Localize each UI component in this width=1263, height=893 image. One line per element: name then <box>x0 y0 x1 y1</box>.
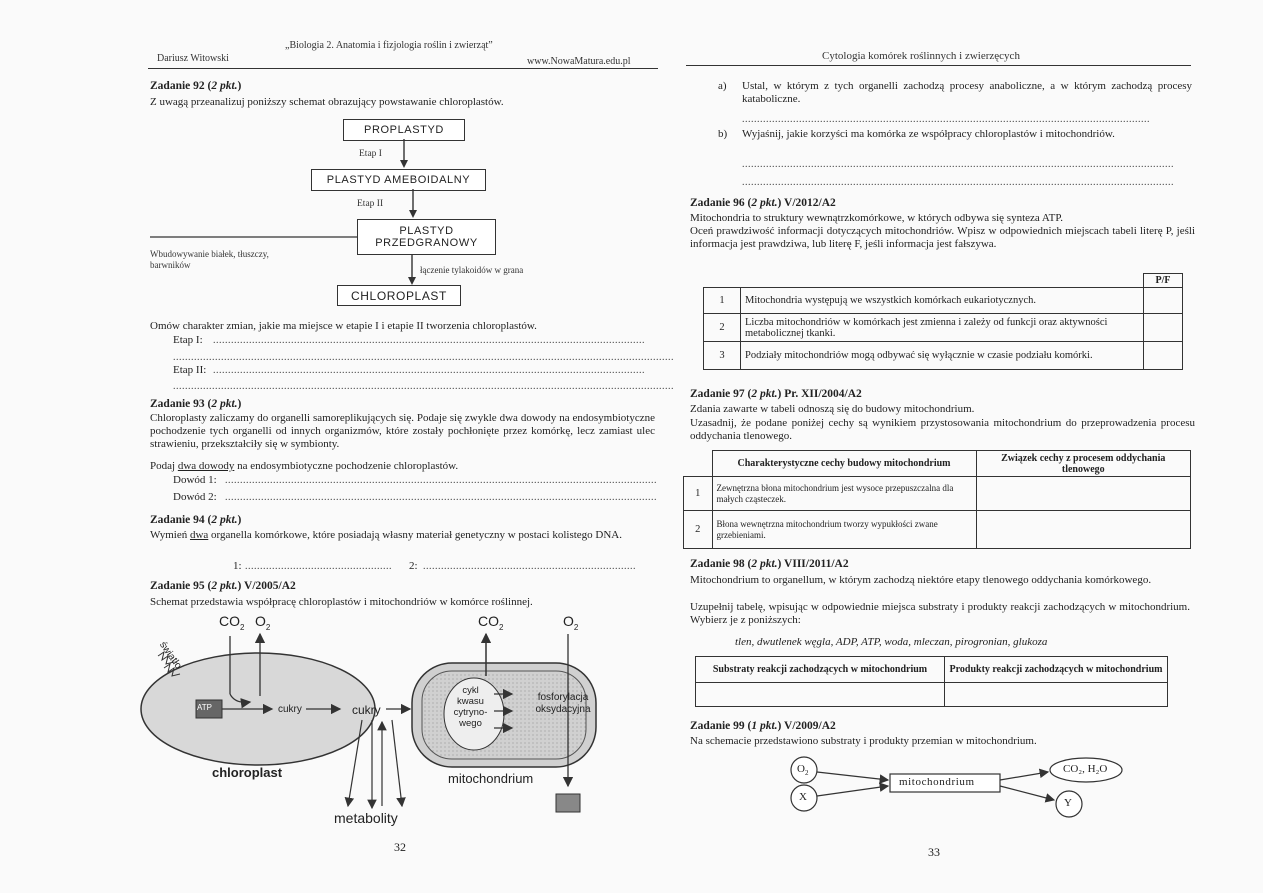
mitochondrium-node: mitochondrium <box>899 776 975 788</box>
task-98-title: Zadanie 98 (2 pkt.) VIII/2011/A2 <box>690 558 849 570</box>
task-93-text: Chloroplasty zaliczamy do organelli samoreplikujących się. Podaje się zwykle dwa dowody na endosymbiotyczne pochodzenie tych organelli od innych organizmów, które zostały pochłonięte przez komórkę, lecz zamiast ulec strawieniu, przekształciły się w symbionty. <box>150 412 655 450</box>
page-number-left: 32 <box>394 840 406 854</box>
pf-answer-cell[interactable] <box>1144 314 1183 342</box>
table-row <box>704 342 1183 370</box>
organelle-1-answer-line[interactable]: ................................................. <box>245 561 392 572</box>
proof-1-answer-line[interactable]: ................................................................................................................................................ <box>225 475 657 486</box>
metabolites-caption: metabolity <box>334 810 398 826</box>
light-label: światło <box>157 639 184 672</box>
o2-node: $O_2$ <box>797 763 809 778</box>
task-98-options: tlen, dwutlenek węgla, ADP, ATP, woda, mleczan, pirogronian, glukoza <box>735 636 1048 648</box>
stage-1-answer-line-2[interactable]: ....................................................................................................................................................................... <box>173 352 674 363</box>
row-number: 2 <box>704 314 741 342</box>
website-url: www.NowaMatura.edu.pl <box>527 56 631 67</box>
substrates-header: Substraty reakcji zachodzących w mitochondrium <box>696 657 945 683</box>
task-98-text-1: Mitochondrium to organellum, w którym zachodzą niektóre etapy tlenowego oddychania komórkowego. <box>690 574 1152 586</box>
chloroplast-mitochondrium-diagram <box>140 606 620 836</box>
proof-2-answer-line[interactable]: ................................................................................................................................................ <box>225 492 657 503</box>
row-number: 2 <box>684 511 713 549</box>
co2-h2o-node: CO₂, H₂O <box>1063 763 1108 775</box>
task-96-table <box>703 273 1183 370</box>
o2-mitochondrium-label: $O_2$ <box>563 613 579 632</box>
table-row <box>704 314 1183 342</box>
table-row <box>684 477 1191 511</box>
proof-2-label: Dowód 2: <box>173 491 217 503</box>
task-97-text-1: Zdania zawarte w tabeli odnoszą się do budowy mitochondrium. <box>690 403 975 415</box>
products-header: Produkty reakcji zachodzących w mitochondrium <box>945 657 1168 683</box>
pf-header: P/F <box>1144 274 1183 288</box>
atp-label: ATP <box>197 703 212 712</box>
table-row <box>696 683 1168 707</box>
organelle-2-label: 2: <box>409 560 418 572</box>
task-98-text-2: Uzupełnij tabelę, wpisując w odpowiednie miejsca substraty i produkty reakcji zachodzących w mitochondrium. Wybierz je z poniższych: <box>690 601 1190 626</box>
task-92-intro: Z uwagą przeanalizuj poniższy schemat obrazujący powstawanie chloroplastów. <box>150 96 504 108</box>
table-row <box>704 288 1183 314</box>
task-97-title: Zadanie 97 (2 pkt.) Pr. XII/2004/A2 <box>690 388 862 400</box>
q95b-label: b) <box>718 128 728 140</box>
q95b-text: Wyjaśnij, jakie korzyści ma komórka ze współpracy chloroplastów i mitochondriów. <box>742 128 1115 140</box>
task-92-question: Omów charakter zmian, jakie ma miejsce w etapie I i etapie II tworzenia chloroplastów. <box>150 320 537 332</box>
page-number-right: 33 <box>928 845 940 859</box>
relation-header: Związek cechy z procesem oddychania tlenowego <box>976 451 1191 477</box>
q95b-answer-line-2[interactable]: ................................................................................................................................................ <box>742 177 1174 188</box>
task-95-title: Zadanie 95 (2 pkt.) V/2005/A2 <box>150 580 296 592</box>
stage-1-label: Etap I <box>359 149 382 159</box>
task-96-text-2: Oceń prawdziwość informacji dotyczących mitochondriów. Wpisz w odpowiednich miejscach tabeli literę P, jeśli informacja jest prawdziwa, lub literę F, jeśli informacja jest fałszywa. <box>690 225 1196 250</box>
task-98-table <box>695 656 1168 707</box>
proof-1-label: Dowód 1: <box>173 474 217 486</box>
table-row <box>684 511 1191 549</box>
pf-answer-cell[interactable] <box>1144 288 1183 314</box>
co2-chloroplast-label: $CO_2$ <box>219 613 245 632</box>
chloroplast-caption: chloroplast <box>212 765 283 780</box>
thylakoid-label: łączenie tylakoidów w grana <box>420 265 524 275</box>
task-97-text-2: Uzasadnij, że podane poniżej cechy są wynikiem przystosowania mitochondrium do przeprowadzenia procesu oddychania tlenowego. <box>690 417 1195 442</box>
sugars-chloroplast-label: cukry <box>278 704 302 715</box>
row-number: 3 <box>704 342 741 370</box>
task-93-question: Podaj dwa dowody na endosymbiotyczne pochodzenie chloroplastów. <box>150 460 459 472</box>
book-title: „Biologia 2. Anatomia i fizjologia roślin i zwierząt” <box>285 40 493 51</box>
co2-mitochondrium-label: $CO_2$ <box>478 613 504 632</box>
task-94-title: Zadanie 94 (2 pkt.) <box>150 514 242 526</box>
stage-1-answer-label: Etap I: <box>173 334 203 346</box>
substrates-answer-cell[interactable] <box>696 683 945 707</box>
q95a-answer-line[interactable]: ........................................................................................................................................ <box>742 114 1150 125</box>
q95a-label: a) <box>718 80 727 92</box>
row-feature: Błona wewnętrzna mitochondrium tworzy wypukłości zwane grzebieniami. <box>712 511 976 549</box>
proplastid-box: PROPLASTYD <box>343 119 465 141</box>
row-statement: Podziały mitochondriów mogą odbywać się wyłącznie w czasie podziału komórki. <box>741 342 1144 370</box>
stage-1-answer-line[interactable]: ................................................................................................................................................ <box>213 335 645 346</box>
row-feature: Zewnętrzna błona mitochondrium jest wysoce przepuszczalna dla małych cząsteczek. <box>712 477 976 511</box>
relation-answer-cell[interactable] <box>976 511 1191 549</box>
row-number: 1 <box>684 477 713 511</box>
products-answer-cell[interactable] <box>945 683 1168 707</box>
stage-2-label: Etap II <box>357 199 384 209</box>
x-node: X <box>799 791 807 803</box>
stage-2-answer-line-2[interactable]: ....................................................................................................................................................................... <box>173 381 674 392</box>
relation-answer-cell[interactable] <box>976 477 1191 511</box>
task-95-intro: Schemat przedstawia współpracę chloroplastów i mitochondriów w komórce roślinnej. <box>150 596 533 608</box>
ameboid-plastid-box: PLASTYD AMEBOIDALNY <box>311 169 486 191</box>
author-name: Dariusz Witowski <box>157 53 229 64</box>
q95a-text: Ustal, w którym z tych organelli zachodzą procesy anaboliczne, a w którym zachodzą procesy kataboliczne. <box>742 80 1192 105</box>
side-process-label: Wbudowywanie białek, tłuszczy, barwników <box>150 249 269 270</box>
row-statement: Mitochondria występują we wszystkich komórkach eukariotycznych. <box>741 288 1144 314</box>
sugars-cytoplasm-label: cukry <box>352 703 381 717</box>
chloroplast-box: CHLOROPLAST <box>337 285 461 306</box>
stage-2-answer-line[interactable]: ................................................................................................................................................ <box>213 365 645 376</box>
plastid-flow-arrows <box>0 0 700 320</box>
task-96-title: Zadanie 96 (2 pkt.) V/2012/A2 <box>690 197 836 209</box>
y-node: Y <box>1064 797 1072 809</box>
mitochondrium-caption: mitochondrium <box>448 771 534 786</box>
task-99-title: Zadanie 99 (1 pkt.) V/2009/A2 <box>690 720 836 732</box>
pf-answer-cell[interactable] <box>1144 342 1183 370</box>
row-number: 1 <box>704 288 741 314</box>
pregranal-plastid-box: PLASTYD PRZEDGRANOWY <box>357 219 496 255</box>
organelle-1-label: 1: <box>233 560 242 572</box>
chapter-header: Cytologia komórek roślinnych i zwierzęcych <box>822 50 1020 62</box>
task-94-question: Wymień dwa organella komórkowe, które posiadają własny materiał genetyczny w postaci kolistego DNA. <box>150 529 623 541</box>
task-96-text-1: Mitochondria to struktury wewnątrzkomórkowe, w których odbywa się synteza ATP. <box>690 212 1064 224</box>
o2-chloroplast-label: $O_2$ <box>255 613 271 632</box>
oxidative-phosphorylation-label: fosforylacja oksydacyjna <box>535 692 591 715</box>
header-rule-right <box>686 65 1191 66</box>
citric-acid-cycle-label: cykl kwasu cytryno- wego <box>453 685 488 729</box>
features-header: Charakterystyczne cechy budowy mitochondrium <box>712 451 976 477</box>
task-93-title: Zadanie 93 (2 pkt.) <box>150 398 242 410</box>
q95b-answer-line-1[interactable]: ................................................................................................................................................ <box>742 159 1174 170</box>
row-statement: Liczba mitochondriów w komórkach jest zmienna i zależy od funkcji oraz aktywności metabolicznej tkanki. <box>741 314 1144 342</box>
task-97-table <box>683 450 1191 549</box>
organelle-2-answer-line[interactable]: ....................................................................... <box>423 561 636 572</box>
stage-2-answer-label: Etap II: <box>173 364 207 376</box>
task-92-title: Zadanie 92 (2 pkt.) <box>150 80 242 92</box>
task-99-text: Na schemacie przedstawiono substraty i produkty przemian w mitochondrium. <box>690 735 1037 747</box>
